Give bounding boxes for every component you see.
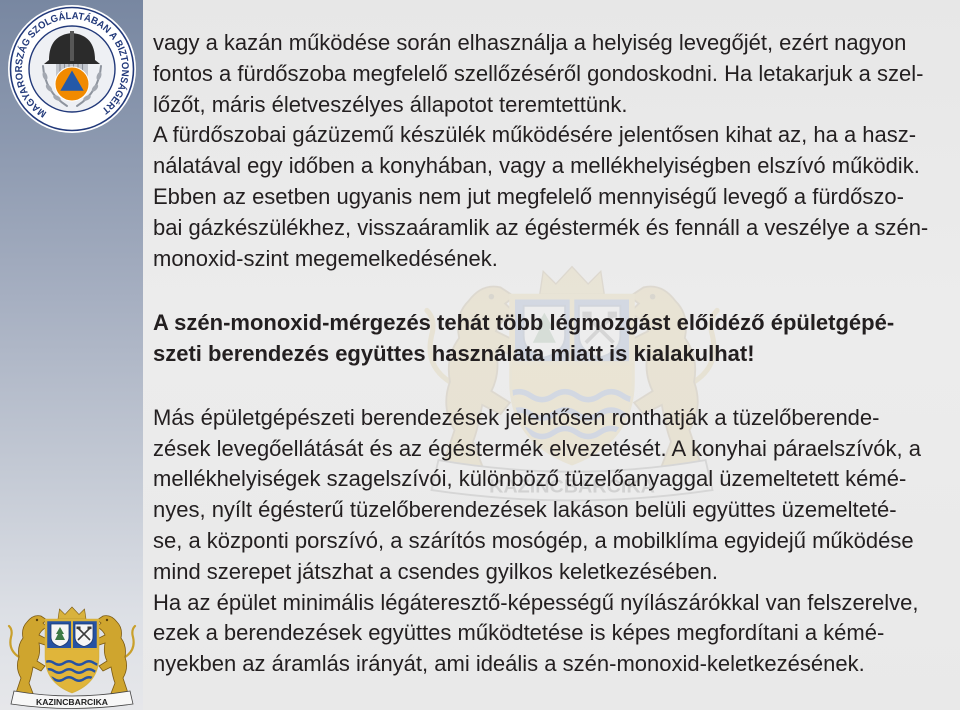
text-line: nyekben az áramlás irányát, ami ideális a szén-monoxid-keletkezésének. xyxy=(153,651,865,677)
text-line: Ha az épület minimális légáteresztő-képességű nyílászárókkal van felszerelve, xyxy=(153,589,919,615)
paragraph-intro xyxy=(153,28,928,274)
paragraph-details xyxy=(153,403,928,680)
text-line: fontos a fürdőszoba megfelelő szellőzéséről gondoskodni. Ha letakarjuk a szel- xyxy=(153,60,924,86)
text-line: bai gázkészülékhez, visszaáramlik az égéstermék és fennáll a veszélye a szén- xyxy=(153,214,929,240)
civil-protection-badge-icon xyxy=(7,4,137,134)
highlight-line: szeti berendezés együttes használata miatt is kialakulhat! xyxy=(153,340,755,366)
text-line: lőzőt, máris életveszélyes állapotot teremtettünk. xyxy=(153,91,628,117)
text-line: monoxid-szint megemelkedésének. xyxy=(153,245,498,271)
text-line: Ebben az esetben ugyanis nem jut megfelelő mennyiségű levegő a fürdőszo- xyxy=(153,183,904,209)
text-line: se, a központi porszívó, a szárítós mosógép, a mobilklíma egyidejű működése xyxy=(153,527,914,553)
text-line: nyes, nyílt égésterű tüzelőberendezések lakáson belüli együttes üzemelteté- xyxy=(153,497,897,523)
coat-of-arms-icon xyxy=(6,605,138,710)
paragraph-highlight xyxy=(153,308,928,370)
text-line: ezek a berendezések együttes működtetése is képes megfordítani a kémé- xyxy=(153,620,885,646)
highlight-line: A szén-monoxid-mérgezés tehát több légmozgást előidéző épületgépé- xyxy=(153,309,895,335)
badge-ring-text: MAGYARORSZÁG SZOLGÁLATÁBAN A BIZTONSÁGÉRT xyxy=(13,10,131,120)
text-line: Más épületgépészeti berendezések jelentősen ronthatják a tüzelőberende- xyxy=(153,404,880,430)
text-line: zések levegőellátását és az égéstermék elvezetését. A konyhai páraelszívók, a xyxy=(153,435,921,461)
slide-body-text xyxy=(153,28,928,680)
text-line: mellékhelyiségek szagelszívói, különböző tüzelőanyaggal üzemeltetett kémé- xyxy=(153,466,907,492)
helmet-comb xyxy=(70,31,74,61)
text-line: A fürdőszobai gázüzemű készülék működésére jelentősen kihat az, ha a hasz- xyxy=(153,122,917,148)
text-line: mind szerepet játszhat a csendes gyilkos keletkezésében. xyxy=(153,558,718,584)
text-line: vagy a kazán működése során elhasználja a helyiség levegőjét, ezért nagyon xyxy=(153,30,907,55)
text-line: nálatával egy időben a konyhában, vagy a mellékhelyiségben elszívó működik. xyxy=(153,153,920,179)
